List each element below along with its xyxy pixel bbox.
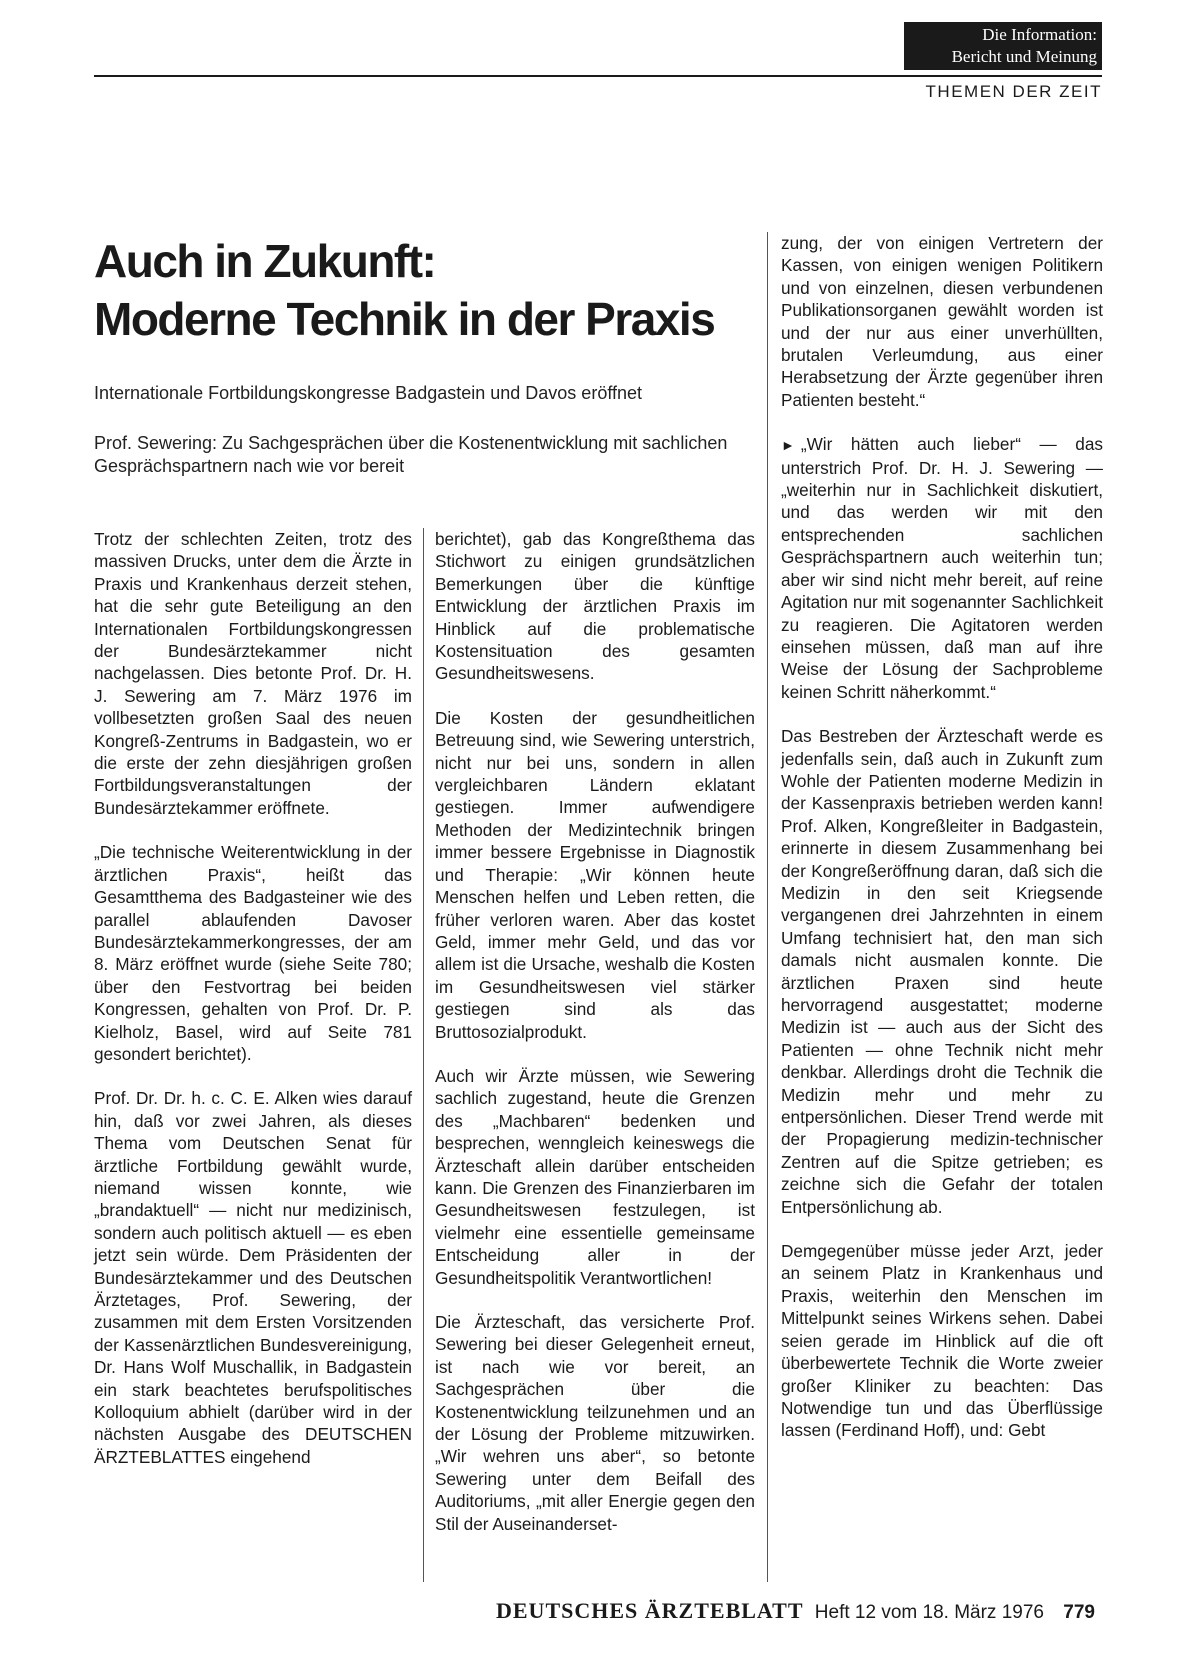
- quote-paragraph: [781, 433, 1103, 703]
- title-line-2: Moderne Technik in der Praxis: [94, 293, 715, 345]
- page-number: 779: [1063, 1602, 1095, 1623]
- article-title: [94, 232, 754, 348]
- paragraph: Die Ärzteschaft, das versicherte Prof. Sewering bei dieser Gelegenheit erneut, ist nach wie vor bereit, an Sachgesprächen über die Kostenentwicklung teilzunehmen und an der Lösung der Probleme mitzuwirken. „Wir wehren uns aber“, so betonte Sewering unter dem Beifall des Auditoriums, „mit aller Energie gegen den Stil der Auseinanderset-: [435, 1312, 755, 1534]
- paragraph: Demgegenüber müsse jeder Arzt, jeder an seinem Platz in Krankenhaus und Praxis, weiterhin den Menschen im Mittelpunkt seines Wirkens sehen. Dabei seien gerade im Hinblick auf die oft überbewertete Technik die Worte zweier großer Kliniker zu beachten: Das Notwendige tun und das Überflüssige lassen (Ferdinand Hoff), und: Gebt: [781, 1241, 1103, 1441]
- paragraph: Die Kosten der gesundheitlichen Betreuung sind, wie Sewering unterstrich, nicht nur bei uns, sondern in allen vergleichbaren Ländern eklatant gestiegen. Immer aufwendigere Methoden der Medizintechnik bringen immer bessere Ergebnisse in Diagnostik und Therapie: „Wir können heute Menschen helfen und Leben retten, die früher verloren waren. Aber das kostet Geld, immer mehr Geld, und das vor allem ist die Ursache, weshalb die Kosten im Gesundheitswesen viel stärker gestiegen sind als das Bruttosozialprodukt.: [435, 707, 755, 1042]
- journal-name: DEUTSCHES ÄRZTEBLATT: [496, 1598, 804, 1623]
- paragraph: berichtet), gab das Kongreßthema das Stichwort zu einigen grundsätzlichen Bemerkungen über die künftige Entwicklung der ärztlichen Praxis im Hinblick auf die problematische Kostensituation des gesamten Gesundheitswesens.: [435, 529, 755, 684]
- issue-info: Heft 12 vom 18. März 1976: [814, 1602, 1044, 1623]
- paragraph: Auch wir Ärzte müssen, wie Sewering sachlich zugestand, heute die Grenzen des „Machbaren“ bedenken und besprechen, wenngleich keineswegs die Ärzteschaft allein darüber entscheiden kann. Die Grenzen des Finanzierbaren im Gesundheitswesen festzulegen, ist vielmehr eine essentielle gemeinsame Entscheidung aller in der Gesundheitspolitik Verantwortlichen!: [435, 1065, 755, 1288]
- quote-text: „Wir hätten auch lieber“ — das unterstrich Prof. Dr. H. J. Sewering — „weiterhin nur in Sachlichkeit diskutiert, und das werden wir mit den entsprechenden sachlichen Gesprächspartnern auch weiterhin tun; aber wir sind nicht mehr bereit, auf reine Agitation nur mit sogenannter Sachlichkeit zu reagieren. Die Agitatoren werden einsehen müssen, daß man auf ihre Weise der Lösung der Sachprobleme keinen Schritt näherkommt.“: [781, 434, 1103, 702]
- column-divider-1: [423, 528, 424, 1582]
- triangle-bullet-icon: ►: [781, 437, 795, 454]
- paragraph: Trotz der schlechten Zeiten, trotz des massiven Drucks, unter dem die Ärzte in Praxis und Krankenhaus derzeit stehen, hat die sehr gute Beteiligung an den Internationalen Fortbildungskongressen der Bundesärztekammer nicht nachgelassen. Dies betonte Prof. Dr. H. J. Sewering am 7. März 1976 im vollbesetzten großen Saal des neuen Kongreß-Zentrums in Badgastein, wo er die erste der zehn diesjährigen großen Fortbildungsveranstaltungen der Bundesärztekammer eröffnete.: [94, 529, 412, 818]
- column-3: [781, 232, 1103, 1464]
- paragraph: „Die technische Weiterentwicklung in der ärztlichen Praxis“, heißt das Gesamtthema des Badgasteiner wie des parallel ablaufenden Davoser Bundesärztekammerkongresses, der am 8. März eröffnet wurde (siehe Seite 780; über den Festvortrag bei beiden Kongressen, gehalten von Prof. Dr. P. Kielholz, Basel, wird auf Seite 781 gesondert berichtet).: [94, 842, 412, 1064]
- paragraph: zung, der von einigen Vertretern der Kassen, von einigen wenigen Politikern und von einzelnen, diesen verbundenen Publikationsorganen gewählt worden ist und der nur aus einer unverhüllten, brutalen Verleumdung, aus einer Herabsetzung der Ärzte gegenüber ihren Patienten besteht.“: [781, 233, 1103, 410]
- section-label: [904, 22, 1102, 70]
- section-label-line2: Bericht und Meinung: [951, 47, 1097, 66]
- subtitle-2: Prof. Sewering: Zu Sachgesprächen über die Kostenentwicklung mit sachlichen Gesprächspartnern nach wie vor bereit: [94, 433, 728, 476]
- header-rule: [94, 75, 1102, 77]
- title-line-1: Auch in Zukunft:: [94, 235, 436, 287]
- subtitle-1: Internationale Fortbildungskongresse Badgastein und Davos eröffnet: [94, 383, 643, 403]
- column-1: [94, 528, 412, 1490]
- paragraph: Prof. Dr. Dr. h. c. C. E. Alken wies darauf hin, daß vor zwei Jahren, als dieses Thema vom Deutschen Senat für ärztliche Fortbildung gewählt wurde, niemand wissen konnte, wie „brandaktuell“ — nicht nur medizinisch, sondern auch politisch aktuell — es eben jetzt sein würde. Dem Präsidenten der Bundesärztekammer und des Deutschen Ärztetages, Prof. Sewering, der zusammen mit dem Ersten Vorsitzenden der Kassenärztlichen Bundesvereinigung, Dr. Hans Wolf Muschallik, in Badgastein ein stark beachtetes berufspolitisches Kolloquium abhielt (darüber wird in der nächsten Ausgabe des DEUTSCHEN ÄRZTEBLATTES eingehend: [94, 1088, 412, 1467]
- section-label-line1: Die Information:: [982, 25, 1097, 44]
- kicker: THEMEN DER ZEIT: [925, 82, 1102, 101]
- paragraph: Das Bestreben der Ärzteschaft werde es jedenfalls sein, daß auch in Zukunft zum Wohle der Patienten moderne Medizin in der Kassenpraxis betrieben werden kann! Prof. Alken, Kongreßleiter in Badgastein, erinnerte in diesem Zusammenhang bei der Kongreßeröffnung daran, daß sich die Medizin in den seit Kriegsende vergangenen drei Jahrzehnten in einem Umfang technisiert hat, den man sich damals nicht ausmalen konnte. Die ärztlichen Praxen sind heute hervorragend ausgestattet; moderne Medizin ist — auch aus der Sicht des Patienten — ohne Technik nicht mehr denkbar. Allerdings droht die Technik die Medizin mehr und mehr zu entpersönlichen. Dieser Trend werde mit der Propagierung medizin-technischer Zentren auf die Spitze getrieben; es zeichne sich die Gefahr der totalen Entpersönlichung ab.: [781, 726, 1103, 1217]
- column-2: [435, 528, 755, 1557]
- page-footer: [496, 1598, 1095, 1624]
- column-divider-2: [767, 232, 768, 1582]
